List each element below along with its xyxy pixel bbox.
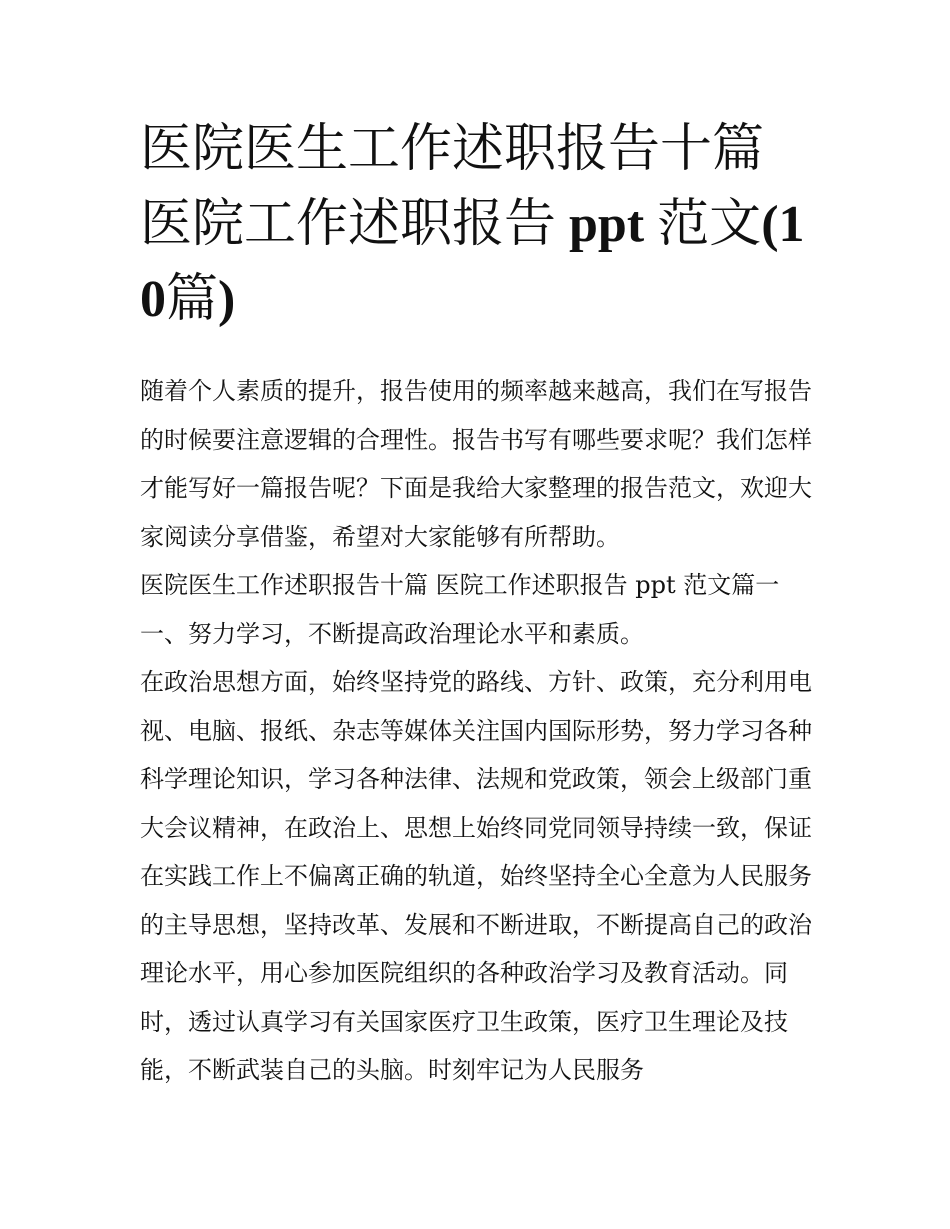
- title-text-2: ppt: [556, 196, 658, 253]
- title-text-4: (10: [140, 196, 805, 328]
- document-title: [140, 112, 818, 337]
- title-text-3: 范文: [657, 194, 762, 254]
- intro-paragraph: 随着个人素质的提升，报告使用的频率越来越高，我们在写报告的时候要注意逻辑的合理性。报告书写有哪些要求呢？我们怎样才能写好一篇报告呢？下面是我给大家整理的报告范文，欢迎大家阅读分享借鉴，希望对大家能够有所帮助。: [140, 377, 812, 551]
- document-page: [140, 112, 818, 1095]
- subsection-heading: 一、努力学习，不断提高政治理论水平和素质。: [140, 619, 644, 648]
- section-heading: 医院医生工作述职报告十篇 医院工作述职报告 ppt 范文篇一: [140, 571, 780, 599]
- title-text-5: 篇: [166, 269, 219, 329]
- body-paragraph: 在政治思想方面，始终坚持党的路线、方针、政策，充分利用电视、电脑、报纸、杂志等媒体关注国内国际形势，努力学习各种科学理论知识，学习各种法律、法规和党政策，领会上级部门重大会议精神，在政治上、思想上始终同党同领导持续一致，保证在实践工作上不偏离正确的轨道，始终坚持全心全意为人民服务的主导思想，坚持改革、发展和不断进取，不断提高自己的政治理论水平，用心参加医院组织的各种政治学习及教育活动。同时，透过认真学习有关国家医疗卫生政策，医疗卫生理论及技能，不断武装自己的头脑。时刻牢记为人民服务: [140, 668, 812, 1084]
- title-text-1: 医院医生工作述职报告十篇 医院工作述职报告: [140, 119, 765, 254]
- title-text-6: ): [218, 271, 236, 328]
